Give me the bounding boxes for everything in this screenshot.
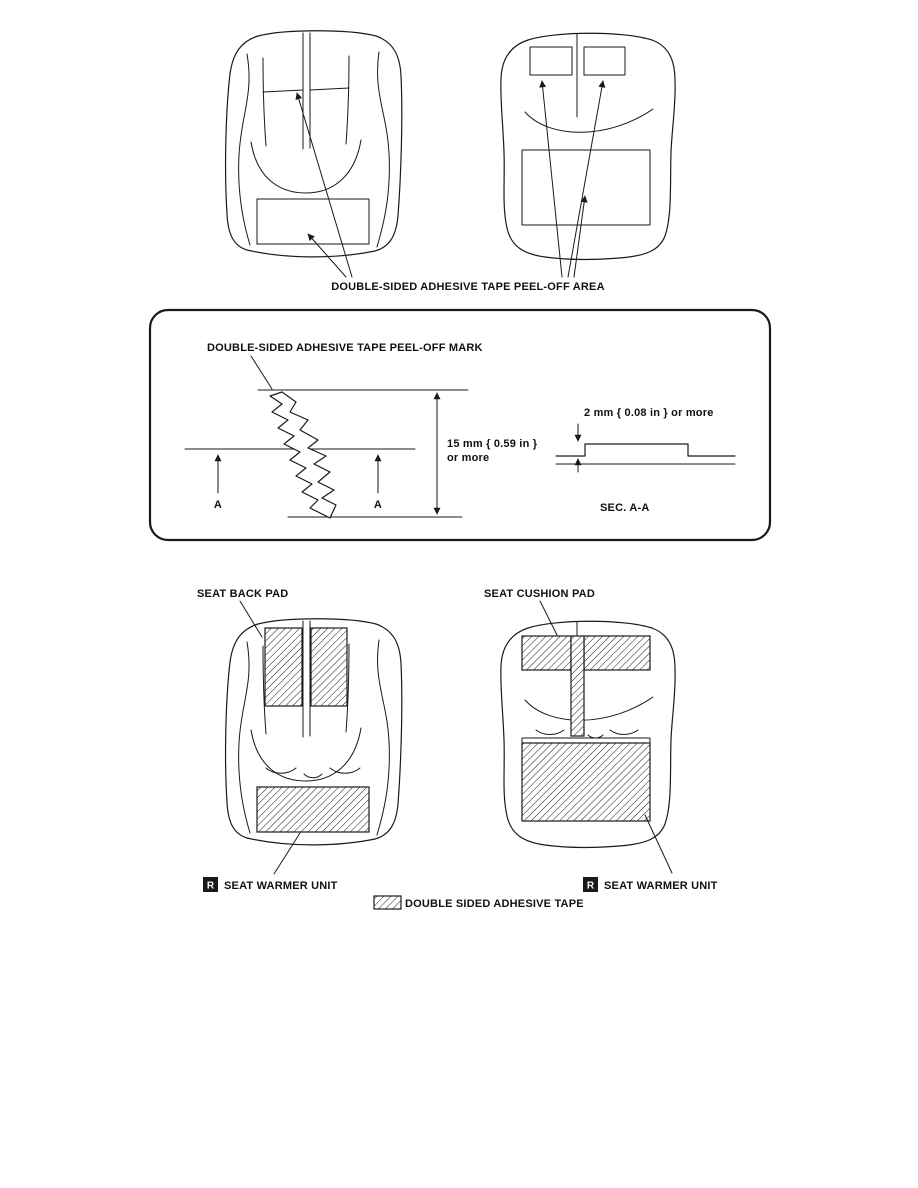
tape-area-cushion-front-left xyxy=(522,636,571,670)
warmer-left-leader xyxy=(274,833,300,874)
section-profile-step xyxy=(556,444,735,456)
seat-back-warmer-areas xyxy=(257,628,369,832)
tape-legend xyxy=(374,896,584,910)
section-aa-view xyxy=(556,407,735,514)
leader-arrow-cushion-right xyxy=(568,81,603,277)
top-seat-back xyxy=(226,31,402,257)
tape-legend-label: DOUBLE SIDED ADHESIVE TAPE xyxy=(405,898,584,910)
cushion-slot-right xyxy=(610,730,638,735)
top-seat-cushion xyxy=(501,33,675,259)
seat-cushion-pad-leader xyxy=(540,601,557,635)
top-section xyxy=(226,31,676,293)
tape-legend-swatch xyxy=(374,896,401,909)
dim-15mm-value: 15 mm { 0.59 in } xyxy=(447,438,538,450)
tape-area-back-right xyxy=(311,628,347,706)
peel-off-mark-label: DOUBLE-SIDED ADHESIVE TAPE PEEL-OFF MARK xyxy=(207,342,483,354)
leader-arrow-back-upper xyxy=(297,93,352,277)
cushion-slot-left xyxy=(536,730,564,735)
point-a-left-label: A xyxy=(213,499,223,511)
r-badge-right-label: R xyxy=(586,880,595,892)
panel-divider-right xyxy=(310,88,349,90)
tape-area-cushion-center-strip xyxy=(571,636,584,736)
peel-off-mark-shape xyxy=(270,392,336,518)
point-a-right-label: A xyxy=(373,499,383,511)
dim-2mm-label: 2 mm { 0.08 in } or more xyxy=(584,407,714,419)
seat-back-pad-label: SEAT BACK PAD xyxy=(197,588,289,600)
seat-cushion-pad-label: SEAT CUSHION PAD xyxy=(484,588,595,600)
back-slot-right xyxy=(330,768,360,773)
warmer-area-back-bottom xyxy=(257,787,369,832)
dim-15mm-suffix: or more xyxy=(447,452,490,464)
top-seat-back-details xyxy=(263,88,349,92)
cushion-front-panel-right xyxy=(584,47,625,75)
tape-area-cushion-front-right xyxy=(584,636,650,670)
back-slot-center xyxy=(304,774,322,778)
warmer-area-cushion-rear xyxy=(522,743,650,821)
tape-area-back-left xyxy=(265,628,302,706)
r-badge-left-label: R xyxy=(206,880,215,892)
panel-divider-left xyxy=(263,90,303,92)
section-aa-label: SEC. A-A xyxy=(600,502,650,514)
peel-off-area-label: DOUBLE-SIDED ADHESIVE TAPE PEEL-OFF AREA xyxy=(331,281,605,293)
cushion-front-panel-left xyxy=(530,47,572,75)
bottom-section xyxy=(197,588,718,910)
mark-label-leader xyxy=(251,356,272,389)
leader-arrow-cushion-left xyxy=(542,81,562,277)
seat-warmer-unit-left-label: SEAT WARMER UNIT xyxy=(224,880,338,892)
warmer-caption-right xyxy=(583,815,718,892)
seat-cushion-warmer-areas xyxy=(522,636,650,821)
warmer-right-leader xyxy=(645,815,672,873)
seat-warmer-unit-right-label: SEAT WARMER UNIT xyxy=(604,880,718,892)
detail-box xyxy=(150,310,770,540)
